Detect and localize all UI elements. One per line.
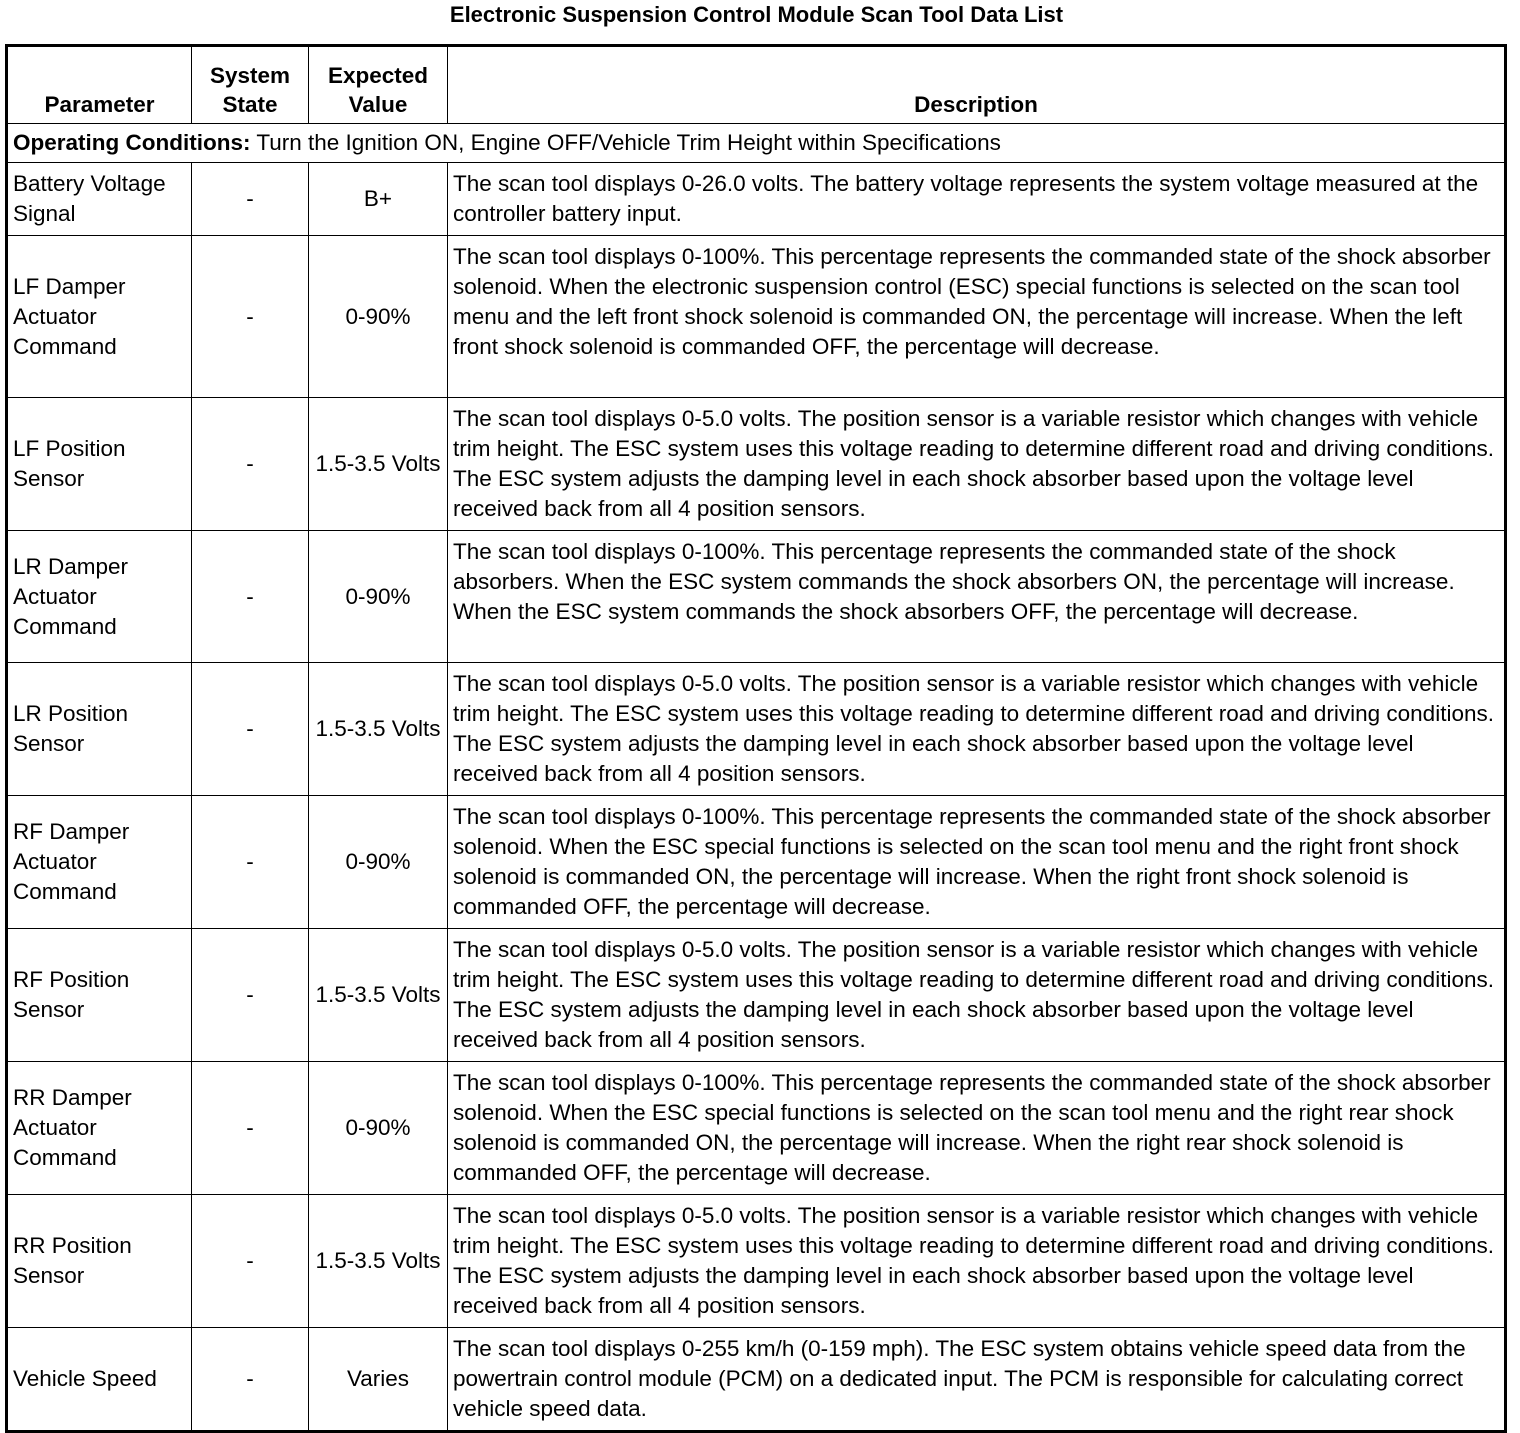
scan-tool-data-table [5,44,1507,1433]
expected-value-cell: B+ [309,163,448,236]
operating-conditions-row [7,124,1506,163]
header-expected-value: Expected Value [309,46,448,124]
expected-value-cell: 1.5-3.5 Volts [309,1195,448,1328]
system-state-cell: - [192,1328,309,1432]
table-row [7,398,1506,531]
description-cell: The scan tool displays 0-26.0 volts. The battery voltage represents the system voltage measured at the controller battery input. [448,163,1506,236]
table-row [7,236,1506,398]
parameter-cell: RF Position Sensor [7,929,192,1062]
parameter-cell: RR Damper Actuator Command [7,1062,192,1195]
operating-conditions [7,124,1506,163]
description-cell: The scan tool displays 0-100%. This percentage represents the commanded state of the shock absorber solenoid. When the electronic suspension control (ESC) special functions is selected on the scan tool menu and the left front shock solenoid is commanded ON, the percentage will increase. When the left front shock solenoid is commanded OFF, the percentage will decrease. [448,236,1506,398]
description-cell: The scan tool displays 0-100%. This percentage represents the commanded state of the shock absorbers. When the ESC system commands the shock absorbers ON, the percentage will increase. When the ESC system commands the shock absorbers OFF, the percentage will decrease. [448,531,1506,663]
table-row [7,1195,1506,1328]
expected-value-cell: 1.5-3.5 Volts [309,663,448,796]
parameter-cell: RR Position Sensor [7,1195,192,1328]
system-state-cell: - [192,796,309,929]
table-row [7,163,1506,236]
system-state-cell: - [192,1195,309,1328]
description-cell: The scan tool displays 0-5.0 volts. The position sensor is a variable resistor which changes with vehicle trim height. The ESC system uses this voltage reading to determine different road and driving conditions. The ESC system adjusts the damping level in each shock absorber based upon the voltage level received back from all 4 position sensors. [448,663,1506,796]
parameter-cell: Vehicle Speed [7,1328,192,1432]
table-row [7,796,1506,929]
system-state-cell: - [192,531,309,663]
expected-value-cell: 1.5-3.5 Volts [309,929,448,1062]
expected-value-cell: 1.5-3.5 Volts [309,398,448,531]
header-description: Description [448,46,1506,124]
expected-value-cell: 0-90% [309,236,448,398]
header-system-state: System State [192,46,309,124]
header-row [7,46,1506,124]
expected-value-cell: 0-90% [309,531,448,663]
description-cell: The scan tool displays 0-100%. This percentage represents the commanded state of the shock absorber solenoid. When the ESC special functions is selected on the scan tool menu and the right front shock solenoid is commanded ON, the percentage will increase. When the right front shock solenoid is commanded OFF, the percentage will decrease. [448,796,1506,929]
table-row [7,1328,1506,1432]
table-row [7,663,1506,796]
header-parameter: Parameter [7,46,192,124]
expected-value-cell: Varies [309,1328,448,1432]
description-cell: The scan tool displays 0-5.0 volts. The position sensor is a variable resistor which changes with vehicle trim height. The ESC system uses this voltage reading to determine different road and driving conditions. The ESC system adjusts the damping level in each shock absorber based upon the voltage level received back from all 4 position sensors. [448,929,1506,1062]
table-row [7,1062,1506,1195]
parameter-cell: RF Damper Actuator Command [7,796,192,929]
expected-value-cell: 0-90% [309,1062,448,1195]
operating-conditions-label: Operating Conditions: [13,130,251,155]
parameter-cell: LR Damper Actuator Command [7,531,192,663]
system-state-cell: - [192,663,309,796]
description-cell: The scan tool displays 0-5.0 volts. The position sensor is a variable resistor which changes with vehicle trim height. The ESC system uses this voltage reading to determine different road and driving conditions. The ESC system adjusts the damping level in each shock absorber based upon the voltage level received back from all 4 position sensors. [448,398,1506,531]
operating-conditions-text: Turn the Ignition ON, Engine OFF/Vehicle Trim Height within Specifications [250,130,1001,155]
description-cell: The scan tool displays 0-255 km/h (0-159 mph). The ESC system obtains vehicle speed data from the powertrain control module (PCM) on a dedicated input. The PCM is responsible for calculating correct vehicle speed data. [448,1328,1506,1432]
system-state-cell: - [192,163,309,236]
table-row [7,531,1506,663]
system-state-cell: - [192,398,309,531]
description-cell: The scan tool displays 0-5.0 volts. The position sensor is a variable resistor which changes with vehicle trim height. The ESC system uses this voltage reading to determine different road and driving conditions. The ESC system adjusts the damping level in each shock absorber based upon the voltage level received back from all 4 position sensors. [448,1195,1506,1328]
expected-value-cell: 0-90% [309,796,448,929]
system-state-cell: - [192,929,309,1062]
table-row [7,929,1506,1062]
parameter-cell: LF Damper Actuator Command [7,236,192,398]
description-cell: The scan tool displays 0-100%. This percentage represents the commanded state of the shock absorber solenoid. When the ESC special functions is selected on the scan tool menu and the right rear shock solenoid is commanded ON, the percentage will increase. When the right rear shock solenoid is commanded OFF, the percentage will decrease. [448,1062,1506,1195]
parameter-cell: LR Position Sensor [7,663,192,796]
parameter-cell: LF Position Sensor [7,398,192,531]
parameter-cell: Battery Voltage Signal [7,163,192,236]
system-state-cell: - [192,1062,309,1195]
document-title: Electronic Suspension Control Module Scan Tool Data List [449,2,1064,27]
system-state-cell: - [192,236,309,398]
